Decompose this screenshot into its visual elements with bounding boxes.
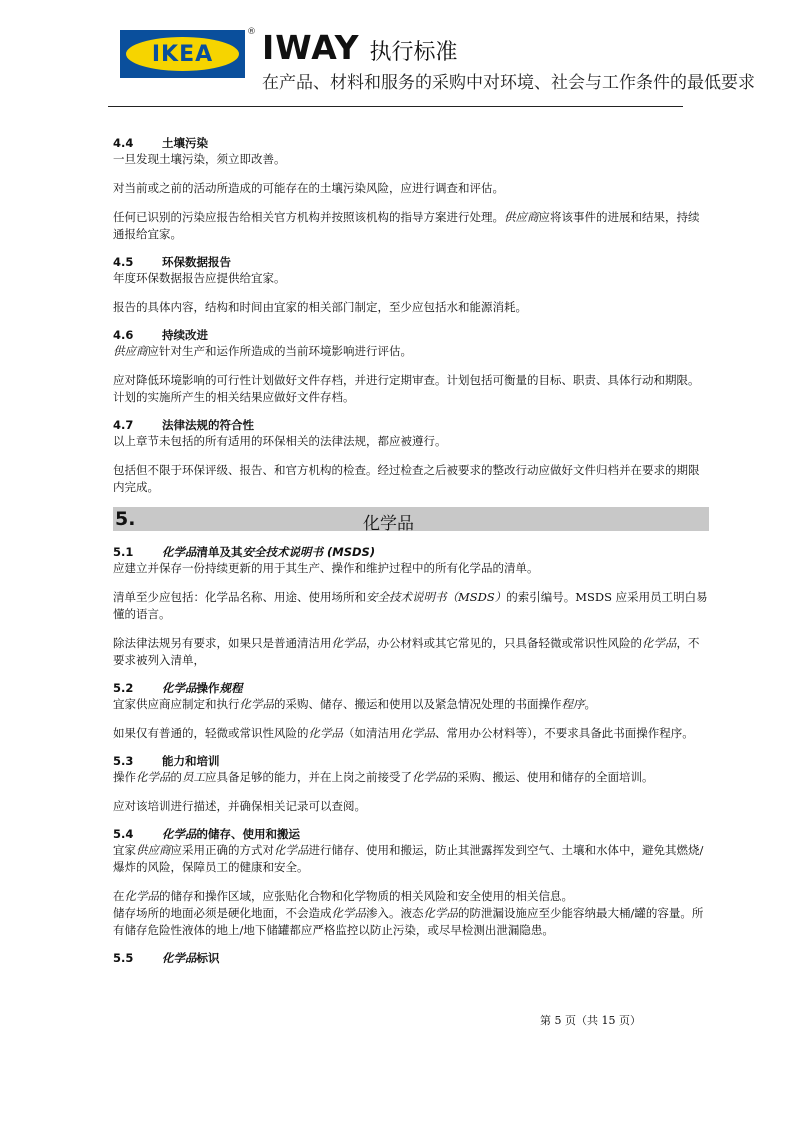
- ikea-logo-text: IKEA: [151, 41, 214, 67]
- paragraph: 以上章节未包括的所有适用的环保相关的法律法规，都应被遵行。: [113, 434, 447, 448]
- paragraph: 一旦发现土壤污染，须立即改善。: [113, 152, 286, 166]
- paragraph: 供应商应针对生产和运作所造成的当前环境影响进行评估。: [113, 344, 412, 358]
- paragraph: 宜家供应商应制定和执行化学品的采购、储存、搬运和使用以及紧急情况处理的书面操作程序。: [113, 697, 596, 711]
- page-header: [0, 0, 794, 110]
- header-subtitle: 在产品、材料和服务的采购中对环境、社会与工作条件的最低要求: [262, 73, 755, 93]
- section-heading-5-1: 5.1 化学品清单及其安全技术说明书 (MSDS): [113, 545, 376, 559]
- section-number: 5.2: [113, 681, 134, 695]
- section-heading-5-4: 5.4 化学品的储存、使用和搬运: [113, 827, 300, 841]
- section-heading-5-3: [113, 754, 709, 769]
- paragraph: 宜家供应商应采用正确的方式对化学品进行储存、使用和搬运，防止其泄露挥发到空气、土壤和水体中，避免其燃烧/爆炸的风险，保障员工的健康和安全。: [113, 843, 704, 874]
- section-heading-4-7: [113, 418, 709, 433]
- page-number: 第 5 页（共 15 页）: [540, 1014, 641, 1027]
- paragraph: 年度环保数据报告应提供给宜家。: [113, 271, 286, 285]
- paragraph: 应对降低环境影响的可行性计划做好文件存档，并进行定期审查。计划包括可衡量的目标、职责、具体行动和期限。计划的实施所产生的相关结果应做好文件存档。: [113, 373, 700, 404]
- header-title: [262, 28, 458, 67]
- paragraph: 除法律法规另有要求，如果只是普通清洁用化学品，办公材料或其它常见的，只具备轻微或常识性风险的化学品，不要求被列入清单，: [113, 636, 700, 667]
- section-number: 5.1: [113, 545, 134, 559]
- paragraph: 报告的具体内容，结构和时间由宜家的相关部门制定，至少应包括水和能源消耗。: [113, 300, 527, 314]
- section-heading-4-6: [113, 328, 709, 343]
- section-number: 4.5: [113, 255, 134, 269]
- section-heading-5-5: 5.5 化学品标识: [113, 951, 220, 965]
- section-title: 土壤污染: [162, 136, 208, 150]
- paragraph: 任何已识别的污染应报告给相关官方机构并按照该机构的指导方案进行处理。供应商应将该事件的进展和结果，持续通报给宜家。: [113, 210, 700, 241]
- iway-brand: IWAY: [262, 28, 360, 67]
- paragraph: 应建立并保存一份持续更新的用于其生产、操作和维护过程中的所有化学品的清单。: [113, 561, 539, 575]
- ikea-logo-oval: [126, 37, 239, 71]
- paragraph: 如果仅有普通的，轻微或常识性风险的化学品（如清洁用化学品、常用办公材料等），不要求具备此书面操作程序。: [113, 726, 694, 740]
- chapter-number: 5.: [115, 508, 136, 530]
- standard-label: 执行标准: [369, 40, 458, 65]
- paragraph: 储存场所的地面必须是硬化地面，不会造成化学品渗入。液态化学品的防泄漏设施应至少能容纳最大桶/罐的容量。所有储存危险性液体的地上/地下储罐都应严格监控以防止污染，或尽早检测出泄漏隐患。: [113, 906, 704, 937]
- chapter-banner: [113, 507, 709, 534]
- section-number: 5.4: [113, 827, 134, 841]
- paragraph: 应对该培训进行描述，并确保相关记录可以查阅。: [113, 799, 366, 813]
- section-number: 4.7: [113, 418, 134, 432]
- paragraph: 包括但不限于环保评级、报告、和官方机构的检查。经过检查之后被要求的整改行动应做好文件归档并在要求的期限内完成。: [113, 463, 700, 494]
- section-title: 法律法规的符合性: [162, 418, 254, 432]
- section-number: 4.4: [113, 136, 134, 150]
- chapter-title: 化学品: [363, 514, 414, 534]
- header-divider: [108, 106, 683, 107]
- paragraph: 对当前或之前的活动所造成的可能存在的土壤污染风险，应进行调查和评估。: [113, 181, 504, 195]
- section-heading-4-4: [113, 136, 709, 151]
- registered-mark: ®: [247, 27, 256, 37]
- paragraph: 操作化学品的员工应具备足够的能力，并在上岗之前接受了化学品的采购、搬运、使用和储存的全面培训。: [113, 770, 654, 784]
- section-heading-5-2: 5.2 化学品操作规程: [113, 681, 243, 695]
- section-number: 4.6: [113, 328, 134, 342]
- ikea-logo: [120, 30, 245, 78]
- section-heading-4-5: [113, 255, 709, 270]
- paragraph: 清单至少应包括：化学品名称、用途、使用场所和安全技术说明书（MSDS）的索引编号。MSDS 应采用员工明白易懂的语言。: [113, 590, 708, 621]
- section-number: 5.3: [113, 754, 134, 768]
- section-title: 环保数据报告: [162, 255, 231, 269]
- paragraph: 在化学品的储存和操作区域，应张贴化合物和化学物质的相关风险和安全使用的相关信息。: [113, 889, 573, 903]
- section-title: 持续改进: [162, 328, 208, 342]
- section-title: 能力和培训: [162, 754, 220, 768]
- document-body: [113, 136, 709, 966]
- section-number: 5.5: [113, 951, 134, 965]
